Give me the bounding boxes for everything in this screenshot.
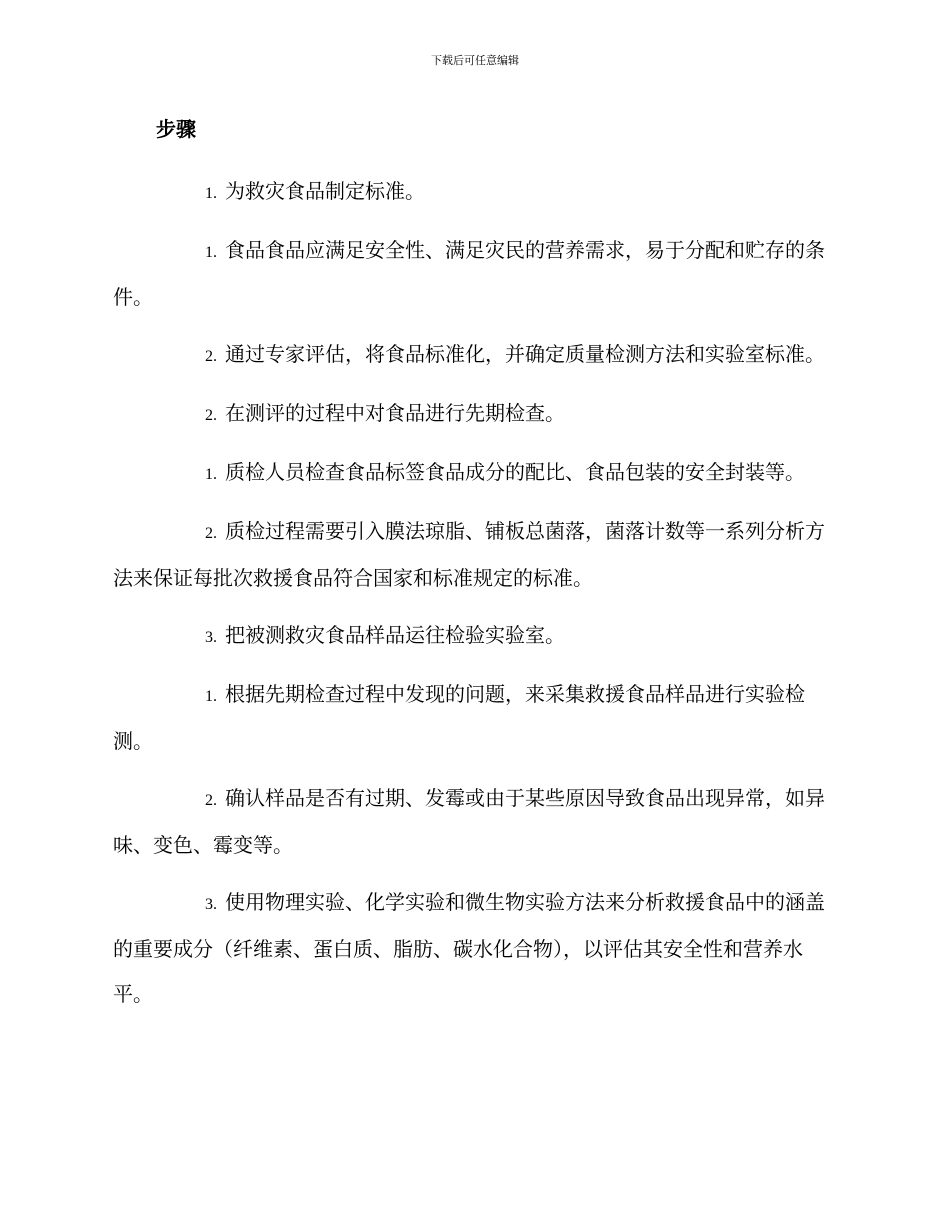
paragraph — [113, 880, 833, 1017]
paragraph-text: 通过专家评估，将食品标准化，并确定质量检测方法和实验室标准。 — [225, 342, 825, 366]
item-number: 1. — [205, 466, 217, 483]
item-number: 1. — [205, 244, 217, 261]
paragraph-text: 使用物理实验、化学实验和微生物实验方法来分析救援食品中的涵盖的重要成分（纤维素、蛋白质、脂肪、碳水化合物），以评估其安全性和营养水平。 — [113, 890, 825, 1006]
item-number: 2. — [205, 525, 217, 542]
paragraph-text: 确认样品是否有过期、发霉或由于某些原因导致食品出现异常，如异味、变色、霉变等。 — [113, 786, 825, 857]
paragraph-text: 根据先期检查过程中发现的问题，来采集救援食品样品进行实验检测。 — [113, 682, 805, 753]
document-body — [113, 169, 833, 1029]
paragraph — [113, 332, 833, 379]
paragraph — [113, 228, 833, 320]
paragraph — [113, 391, 833, 438]
paragraph-text: 食品食品应满足安全性、满足灾民的营养需求，易于分配和贮存的条件。 — [113, 238, 825, 309]
item-number: 3. — [205, 896, 217, 913]
section-title: 步骤 — [156, 117, 196, 141]
paragraph-text: 质检人员检查食品标签食品成分的配比、食品包装的安全封装等。 — [225, 460, 805, 484]
paragraph — [113, 672, 833, 764]
page-header-note: 下载后可任意编辑 — [431, 54, 519, 67]
item-number: 3. — [205, 629, 217, 646]
paragraph — [113, 450, 833, 497]
item-number: 1. — [205, 185, 217, 202]
item-number: 2. — [205, 407, 217, 424]
item-number: 2. — [205, 792, 217, 809]
paragraph-text: 把被测救灾食品样品运往检验实验室。 — [225, 623, 565, 647]
paragraph-text: 质检过程需要引入膜法琼脂、铺板总菌落，菌落计数等一系列分析方法来保证每批次救援食品符合国家和标准规定的标准。 — [113, 519, 825, 590]
paragraph-text: 在测评的过程中对食品进行先期检查。 — [225, 401, 565, 425]
paragraph — [113, 169, 833, 216]
paragraph — [113, 509, 833, 601]
paragraph — [113, 613, 833, 660]
paragraph — [113, 776, 833, 868]
item-number: 1. — [205, 688, 217, 705]
item-number: 2. — [205, 348, 217, 365]
paragraph-text: 为救灾食品制定标准。 — [225, 179, 425, 203]
